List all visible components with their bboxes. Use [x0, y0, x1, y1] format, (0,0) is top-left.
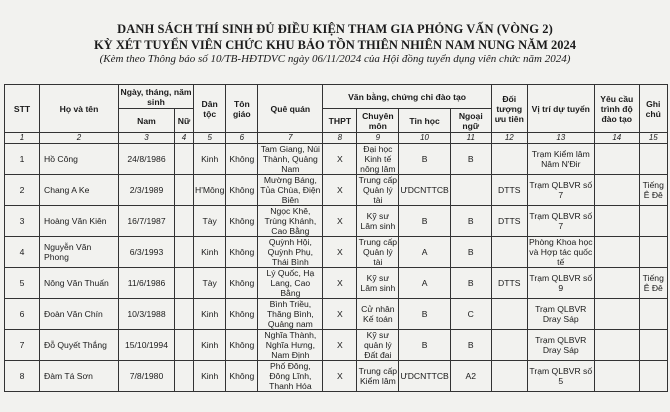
header-name: Họ và tên: [40, 85, 119, 133]
language-cell: B: [450, 268, 491, 299]
stt-cell: 4: [5, 237, 40, 268]
ethnic-cell: Tày: [194, 206, 226, 237]
name-cell: Chang A Ke: [40, 175, 119, 206]
col-number: 10: [399, 133, 450, 144]
hometown-cell: Mường Báng, Tủa Chùa, Điện Biên: [258, 175, 323, 206]
position-cell: Trạm Kiểm lâm Nâm N'Đir: [527, 144, 594, 175]
ethnic-cell: Kinh: [194, 144, 226, 175]
ethnic-cell: Kinh: [194, 299, 226, 330]
major-cell: Kỹ sư Lâm sinh: [357, 268, 399, 299]
thpt-cell: X: [323, 175, 357, 206]
table-body: [5, 144, 668, 392]
thpt-cell: X: [323, 237, 357, 268]
ethnic-cell: Kinh: [194, 330, 226, 361]
it-cell: B: [399, 206, 450, 237]
col-number: 13: [527, 133, 594, 144]
dob-male-cell: 6/3/1993: [119, 237, 175, 268]
language-cell: [450, 175, 491, 206]
requirement-cell: [594, 175, 639, 206]
it-cell: ƯDCNTTCB: [399, 361, 450, 392]
col-number: 1: [5, 133, 40, 144]
header-male: Nam: [119, 109, 175, 133]
position-cell: Trạm QLBVR Dray Sáp: [527, 299, 594, 330]
table-row: [5, 237, 668, 268]
thpt-cell: X: [323, 299, 357, 330]
name-cell: Đỗ Quyết Thắng: [40, 330, 119, 361]
major-cell: Kỹ sư quản lý Đất đai: [357, 330, 399, 361]
ethnic-cell: Kinh: [194, 237, 226, 268]
col-number: 2: [40, 133, 119, 144]
position-cell: Trạm QLBVR số 7: [527, 206, 594, 237]
col-number: 4: [175, 133, 194, 144]
hometown-cell: Tam Giang, Núi Thành, Quảng Nam: [258, 144, 323, 175]
note-cell: [639, 330, 667, 361]
dob-female-cell: [175, 237, 194, 268]
hometown-cell: Nghĩa Thành, Nghĩa Hưng, Nam Định: [258, 330, 323, 361]
priority-cell: [491, 237, 527, 268]
table-row: [5, 206, 668, 237]
dob-female-cell: [175, 175, 194, 206]
priority-cell: [491, 299, 527, 330]
stt-cell: 3: [5, 206, 40, 237]
dob-male-cell: 11/6/1986: [119, 268, 175, 299]
requirement-cell: [594, 144, 639, 175]
dob-male-cell: 2/3/1989: [119, 175, 175, 206]
col-number: 14: [594, 133, 639, 144]
document-subtitle: (Kèm theo Thông báo số 10/TB-HĐTDVC ngày 06/11/2024 của Hội đồng tuyển dụng viên chức năm 2024): [99, 53, 571, 65]
header-it: Tin học: [399, 109, 450, 133]
religion-cell: Không: [226, 175, 258, 206]
requirement-cell: [594, 299, 639, 330]
priority-cell: [491, 144, 527, 175]
language-cell: C: [450, 299, 491, 330]
document-title-line2: KỲ XÉT TUYỂN VIÊN CHỨC KHU BẢO TỒN THIÊN NHIÊN NAM NUNG NĂM 2024: [93, 38, 577, 52]
dob-female-cell: [175, 144, 194, 175]
requirement-cell: [594, 268, 639, 299]
stt-cell: 7: [5, 330, 40, 361]
name-cell: Hồ Công: [40, 144, 119, 175]
candidates-table: [4, 84, 668, 392]
column-number-row: [5, 133, 668, 144]
major-cell: Cử nhân Kế toán: [357, 299, 399, 330]
dob-male-cell: 7/8/1980: [119, 361, 175, 392]
hometown-cell: Lý Quốc, Hạ Lang, Cao Bằng: [258, 268, 323, 299]
stt-cell: 8: [5, 361, 40, 392]
header-thpt: THPT: [323, 109, 357, 133]
priority-cell: DTTS: [491, 268, 527, 299]
dob-male-cell: 16/7/1987: [119, 206, 175, 237]
document-title-line1: DANH SÁCH THÍ SINH ĐỦ ĐIỀU KIỆN THAM GIA PHỎNG VẤN (VÒNG 2): [117, 22, 553, 36]
header-hometown: Quê quán: [258, 85, 323, 133]
col-number: 11: [450, 133, 491, 144]
stt-cell: 6: [5, 299, 40, 330]
header-major: Chuyên môn: [357, 109, 399, 133]
dob-female-cell: [175, 330, 194, 361]
hometown-cell: Quỳnh Hội, Quỳnh Phụ, Thái Bình: [258, 237, 323, 268]
note-cell: [639, 144, 667, 175]
note-cell: [639, 299, 667, 330]
table-row: [5, 299, 668, 330]
requirement-cell: [594, 330, 639, 361]
it-cell: ƯDCNTTCB: [399, 175, 450, 206]
table-row: [5, 268, 668, 299]
table-row: [5, 330, 668, 361]
header-position: Vị trí dự tuyển: [527, 85, 594, 133]
header-religion: Tôn giáo: [226, 85, 258, 133]
thpt-cell: X: [323, 330, 357, 361]
priority-cell: [491, 361, 527, 392]
major-cell: Trung cấp Kiểm lâm: [357, 361, 399, 392]
thpt-cell: X: [323, 361, 357, 392]
religion-cell: Không: [226, 299, 258, 330]
priority-cell: DTTS: [491, 175, 527, 206]
col-number: 8: [323, 133, 357, 144]
religion-cell: Không: [226, 206, 258, 237]
language-cell: B: [450, 206, 491, 237]
note-cell: [639, 237, 667, 268]
name-cell: Đàm Tá Sơn: [40, 361, 119, 392]
dob-male-cell: 10/3/1988: [119, 299, 175, 330]
it-cell: B: [399, 144, 450, 175]
header-ethnic: Dân tộc: [194, 85, 226, 133]
language-cell: B: [450, 237, 491, 268]
it-cell: A: [399, 268, 450, 299]
priority-cell: DTTS: [491, 206, 527, 237]
religion-cell: Không: [226, 361, 258, 392]
stt-cell: 2: [5, 175, 40, 206]
col-number: 7: [258, 133, 323, 144]
position-cell: Trạm QLBVR số 9: [527, 268, 594, 299]
col-number: 6: [226, 133, 258, 144]
header-dob: Ngày, tháng, năm sinh: [120, 86, 192, 107]
name-cell: Đoàn Văn Chín: [40, 299, 119, 330]
stt-cell: 5: [5, 268, 40, 299]
requirement-cell: [594, 206, 639, 237]
requirement-cell: [594, 237, 639, 268]
thpt-cell: X: [323, 144, 357, 175]
note-cell: [639, 361, 667, 392]
col-number: 15: [639, 133, 667, 144]
header-language: Ngoại ngữ: [450, 109, 491, 133]
position-cell: Trạm QLBVR số 5: [527, 361, 594, 392]
major-cell: Trung cấp Quản lý tài: [358, 175, 398, 205]
hometown-cell: Phố Đông, Đông Lĩnh, Thanh Hóa: [258, 361, 323, 392]
thpt-cell: X: [323, 268, 357, 299]
name-cell: Nông Văn Thuấn: [40, 268, 119, 299]
it-cell: A: [399, 237, 450, 268]
table-row: [5, 175, 668, 206]
hometown-cell: Bình Triều, Thăng Bình, Quảng nam: [258, 299, 323, 330]
it-cell: B: [399, 330, 450, 361]
ethnic-cell: H'Mông: [194, 175, 226, 206]
major-cell: Kỹ sư Lâm sinh: [357, 206, 399, 237]
religion-cell: Không: [226, 268, 258, 299]
position-cell: Phòng Khoa học và Hợp tác quốc tế: [528, 237, 593, 267]
table-row: [5, 361, 668, 392]
dob-female-cell: [175, 206, 194, 237]
language-cell: B: [450, 330, 491, 361]
dob-male-cell: 15/10/1994: [119, 330, 175, 361]
header-stt: STT: [5, 85, 40, 133]
ethnic-cell: Kinh: [194, 361, 226, 392]
table-row: [5, 144, 668, 175]
note-cell: Tiếng Ê Đê: [639, 268, 667, 299]
name-cell: Nguyễn Văn Phong: [40, 237, 119, 268]
religion-cell: Không: [226, 330, 258, 361]
religion-cell: Không: [226, 144, 258, 175]
header-priority: Đối tượng ưu tiên: [491, 85, 527, 133]
note-cell: Tiếng Ê Đê: [639, 175, 667, 206]
language-cell: B: [450, 144, 491, 175]
name-cell: Hoàng Văn Kiên: [40, 206, 119, 237]
thpt-cell: X: [323, 206, 357, 237]
dob-female-cell: [175, 299, 194, 330]
position-cell: Trạm QLBVR Dray Sáp: [527, 330, 594, 361]
col-number: 9: [357, 133, 399, 144]
header-degrees: Văn bằng, chứng chỉ đào tạo: [323, 85, 491, 109]
position-cell: Trạm QLBVR số 7: [527, 175, 594, 206]
col-number: 3: [119, 133, 175, 144]
dob-female-cell: [175, 361, 194, 392]
header-requirement: Yêu cầu trình độ đào tạo: [594, 85, 639, 133]
note-cell: [639, 206, 667, 237]
it-cell: B: [399, 299, 450, 330]
header-female: Nữ: [175, 109, 194, 133]
priority-cell: [491, 330, 527, 361]
hometown-cell: Ngọc Khê, Trùng Khánh, Cao Bằng: [258, 206, 323, 237]
dob-female-cell: [175, 268, 194, 299]
requirement-cell: [594, 361, 639, 392]
major-cell: Đại học Kinh tế nông lâm: [357, 144, 399, 175]
religion-cell: Không: [226, 237, 258, 268]
language-cell: A2: [450, 361, 491, 392]
col-number: 12: [491, 133, 527, 144]
stt-cell: 1: [5, 144, 40, 175]
header-note: Ghi chú: [639, 85, 667, 133]
col-number: 5: [194, 133, 226, 144]
dob-male-cell: 24/8/1986: [119, 144, 175, 175]
ethnic-cell: Tày: [194, 268, 226, 299]
major-cell: Trung cấp Quản lý tài: [358, 237, 398, 267]
